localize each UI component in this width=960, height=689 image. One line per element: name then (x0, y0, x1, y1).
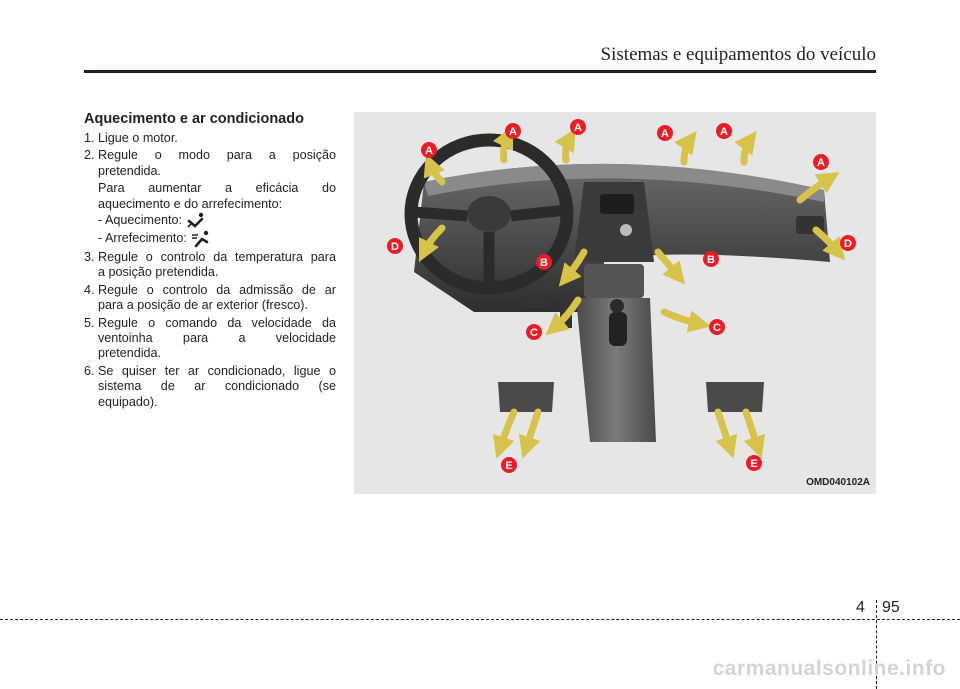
section-heading: Aquecimento e ar condicionado (84, 111, 304, 127)
step-3 (84, 250, 336, 281)
vent-label-e (501, 457, 517, 473)
vent-label-b (536, 254, 552, 270)
chapter-number: 4 (856, 599, 865, 616)
step-text: pretendida. (98, 346, 162, 361)
vent-label-b (703, 251, 719, 267)
svg-text:A: A (817, 157, 825, 169)
step-4 (84, 283, 336, 314)
vent-label-c (526, 324, 542, 340)
mode-heating (98, 212, 336, 230)
step-note: aquecimento e do arrefecimento: (98, 196, 283, 211)
svg-text:A: A (574, 122, 582, 134)
step-text: pretendida. (98, 163, 162, 178)
vent-label-a (505, 123, 521, 139)
step-2 (84, 148, 336, 248)
svg-text:D: D (844, 238, 852, 250)
header-rule (84, 70, 876, 73)
vent-label-a (813, 154, 829, 170)
vent-label-a (570, 119, 586, 135)
svg-text:C: C (530, 327, 538, 339)
step-1 (84, 131, 336, 146)
vent-label-a (657, 125, 673, 141)
svg-text:B: B (707, 254, 715, 266)
mode-cooling-label: - Arrefecimento: (98, 231, 187, 246)
step-text: para a posição de ar exterior (fresco). (98, 298, 308, 313)
page-number: 95 (882, 599, 900, 616)
instruction-list (84, 131, 336, 412)
vent-labels (354, 112, 876, 494)
step-text: sistema de ar condicionado (se (98, 379, 336, 394)
vent-label-c (709, 319, 725, 335)
svg-text:D: D (391, 241, 399, 253)
svg-text:A: A (661, 128, 669, 140)
step-6 (84, 364, 336, 410)
svg-text:A: A (425, 145, 433, 157)
vent-label-a (421, 142, 437, 158)
running-header-title: Sistemas e equipamentos do veículo (600, 44, 876, 65)
step-number: 2. (84, 148, 95, 163)
svg-text:A: A (509, 126, 517, 138)
step-text: a posição pretendida. (98, 265, 219, 280)
watermark: carmanualsonline.info (712, 657, 946, 680)
svg-text:C: C (713, 322, 721, 334)
step-text: Ligue o motor. (98, 131, 178, 145)
vent-label-a (716, 123, 732, 139)
step-text: ventoinha para a velocidade (98, 331, 336, 346)
mode-cooling (98, 230, 336, 248)
step-text: Regule o comando da velocidade da (98, 315, 336, 330)
vent-label-d (387, 238, 403, 254)
mode-heating-label: - Aquecimento: (98, 213, 183, 228)
step-text: Se quiser ter ar condicionado, ligue o (98, 363, 336, 378)
step-text: Regule o modo para a posição (98, 148, 336, 163)
step-number: 1. (84, 131, 95, 145)
floor-heat-mode-icon (186, 212, 206, 230)
step-number: 4. (84, 282, 95, 297)
step-number: 3. (84, 250, 95, 265)
step-text: Regule o controlo da admissão de ar (98, 282, 336, 297)
step-text: equipado). (98, 394, 158, 409)
vent-label-d (840, 235, 856, 251)
svg-text:E: E (505, 460, 513, 472)
figure-code: OMD040102A (806, 477, 870, 488)
step-text: Regule o controlo da temperatura para (98, 250, 336, 265)
step-5 (84, 316, 336, 362)
svg-text:B: B (540, 257, 548, 269)
svg-text:E: E (750, 458, 758, 470)
footer-rule (0, 619, 960, 620)
vent-label-e (746, 455, 762, 471)
dashboard-airflow-illustration (354, 112, 876, 494)
step-number: 6. (84, 363, 95, 378)
step-note: Para aumentar a eficácia do (98, 181, 336, 196)
face-vent-mode-icon (191, 230, 211, 248)
step-number: 5. (84, 315, 95, 330)
svg-text:A: A (720, 126, 728, 138)
